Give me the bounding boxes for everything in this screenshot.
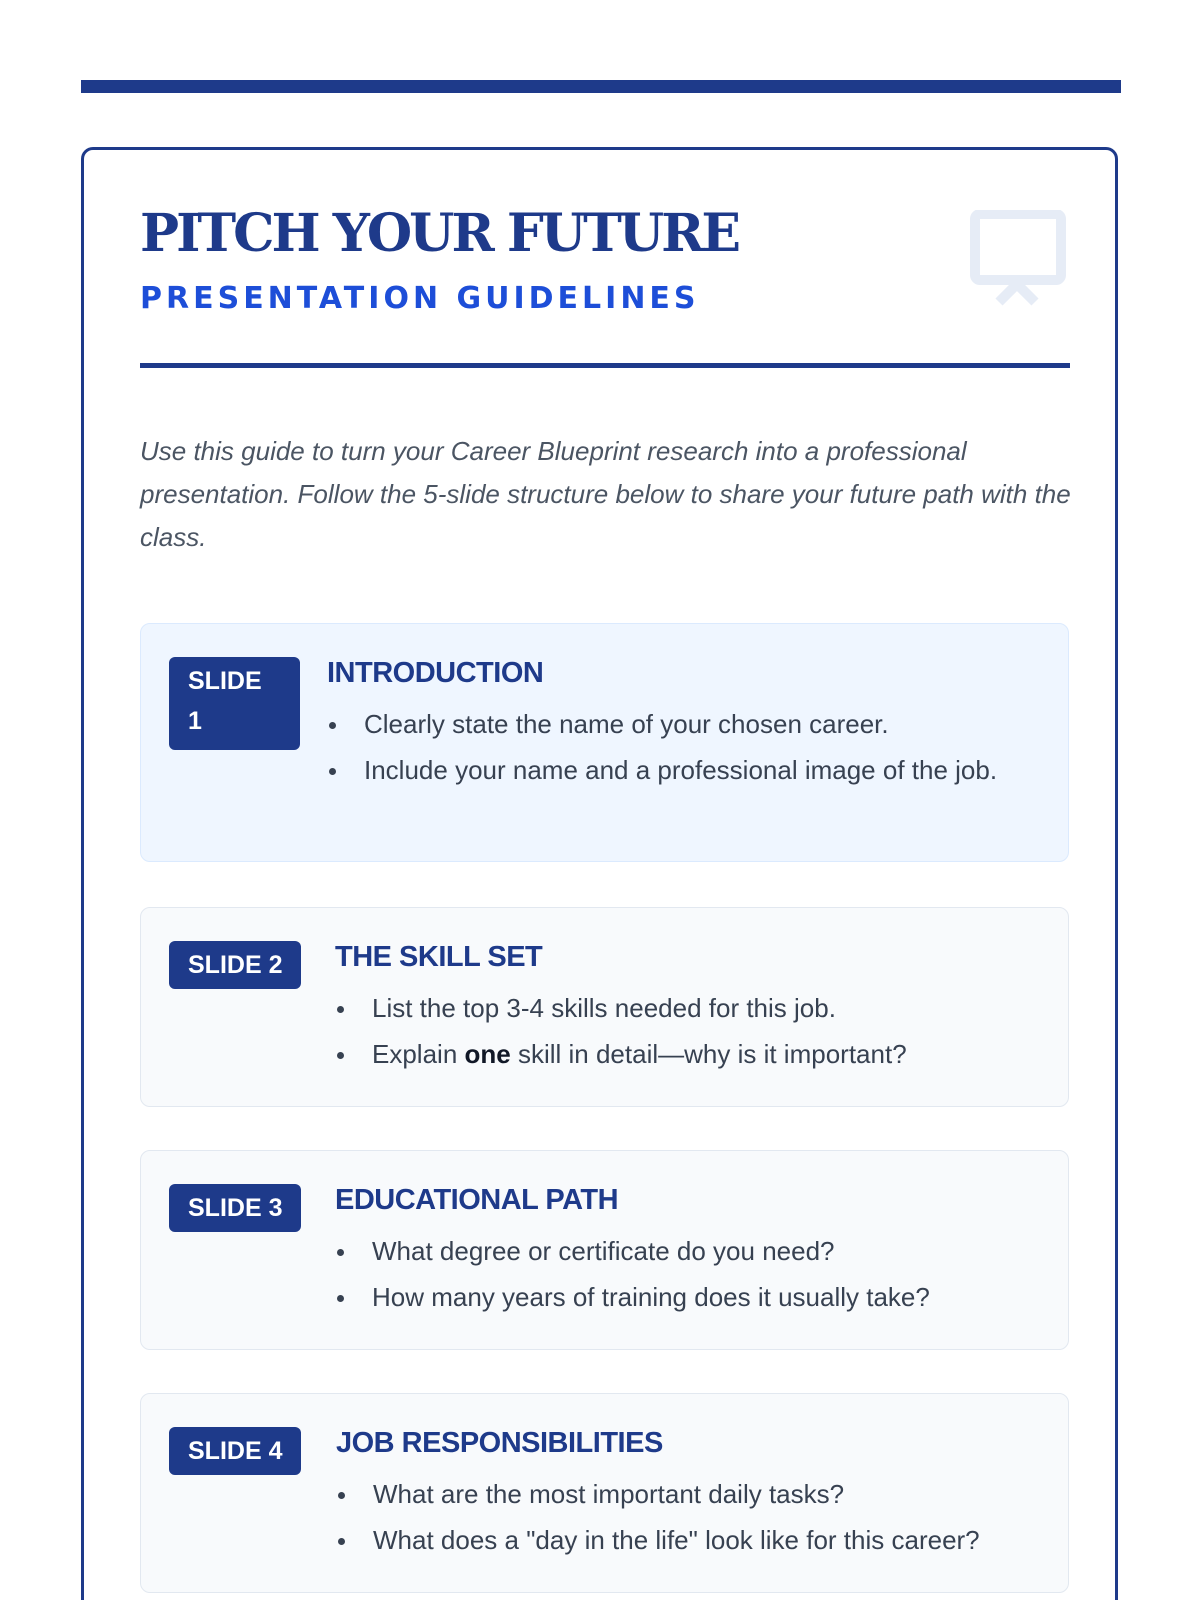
slide-bullets: [335, 1231, 1055, 1323]
list-item: What are the most important daily tasks?: [336, 1474, 1056, 1514]
slide-bullets: [336, 1474, 1056, 1566]
intro-text: Use this guide to turn your Career Blueprint research into a professional presentation. Follow the 5-slide structure below to share your future path with the class.: [140, 436, 1071, 552]
top-rule: [81, 80, 1121, 93]
presentation-board-icon: [969, 210, 1069, 310]
list-item: Clearly state the name of your chosen career.: [327, 704, 1017, 744]
list-item: What does a "day in the life" look like for this career?: [336, 1520, 1056, 1560]
slide-card-2: [140, 907, 1069, 1107]
page-subtitle: PRESENTATION GUIDELINES: [140, 281, 700, 316]
slide-bullets: [327, 704, 1017, 796]
slide-heading: JOB RESPONSIBILITIES: [336, 1427, 663, 1459]
slide-heading: INTRODUCTION: [327, 657, 544, 689]
slide-card-1: [140, 623, 1069, 862]
header-divider: [140, 363, 1070, 368]
slide-badge: SLIDE 1: [169, 657, 300, 750]
list-item: How many years of training does it usually take?: [335, 1277, 1055, 1317]
page-title: PITCH YOUR FUTURE: [140, 203, 738, 264]
list-item: List the top 3-4 skills needed for this job.: [335, 988, 1055, 1028]
list-item: Include your name and a professional image of the job.: [327, 750, 1017, 790]
list-item: [335, 1034, 1055, 1074]
list-item: What degree or certificate do you need?: [335, 1231, 1055, 1271]
slide-badge: SLIDE 2: [169, 941, 301, 989]
slide-card-3: [140, 1150, 1069, 1350]
slide-heading: THE SKILL SET: [335, 941, 543, 973]
slide-badge: SLIDE 4: [169, 1427, 301, 1475]
slide-bullets: [335, 988, 1055, 1080]
bullet-text: Explain: [372, 1039, 465, 1069]
emphasis-text: one: [464, 1039, 511, 1069]
bullet-text: skill in detail—why is it important?: [510, 1039, 907, 1069]
slide-card-4: [140, 1393, 1069, 1593]
slide-badge: SLIDE 3: [169, 1184, 301, 1232]
slide-heading: EDUCATIONAL PATH: [335, 1184, 619, 1216]
guidelines-card: [81, 147, 1118, 1600]
